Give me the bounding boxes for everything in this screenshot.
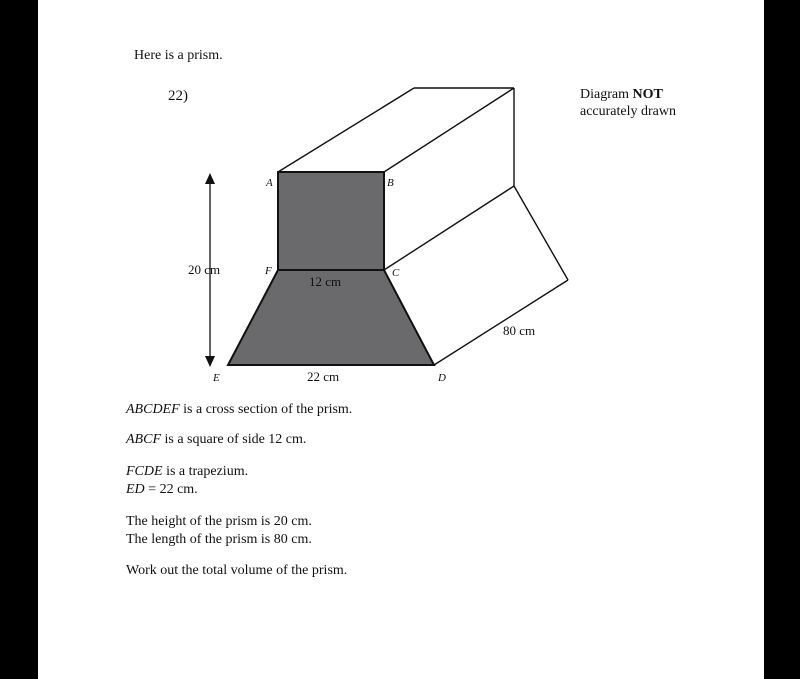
- worksheet-page: [38, 0, 764, 679]
- s4-italic: ED: [126, 482, 145, 497]
- note-line2: accurately drawn: [580, 104, 676, 119]
- intro-text: Here is a prism.: [134, 48, 223, 63]
- statement-task: Work out the total volume of the prism.: [126, 563, 348, 578]
- square-abcf: [278, 172, 384, 270]
- statement-cross-section: [126, 402, 352, 418]
- s3-italic: FCDE: [126, 464, 163, 479]
- question-number: 22): [168, 88, 188, 104]
- vertex-a-label: A: [266, 177, 273, 189]
- statement-square: [126, 432, 306, 448]
- s1-italic: ABCDEF: [126, 402, 180, 417]
- vertex-c-label: C: [392, 267, 400, 279]
- s1-rest: is a cross section of the prism.: [179, 402, 353, 417]
- s4-rest: = 22 cm.: [144, 482, 198, 497]
- statement-trapezium: [126, 464, 248, 480]
- statement-ed: [126, 482, 198, 498]
- statement-length: The length of the prism is 80 cm.: [126, 532, 312, 547]
- note-prefix: Diagram: [580, 87, 633, 102]
- top-width-label: 12 cm: [309, 274, 342, 289]
- s2-italic: ABCF: [126, 432, 161, 447]
- vertex-e-label: E: [213, 372, 220, 384]
- prism-diagram: [38, 0, 764, 400]
- vertex-f-label: F: [265, 265, 272, 277]
- s3-rest: is a trapezium.: [162, 464, 249, 479]
- length-label: 80 cm: [503, 323, 536, 338]
- vertex-b-label: B: [387, 177, 394, 189]
- note-not: NOT: [632, 87, 663, 102]
- height-label: 20 cm: [188, 262, 221, 277]
- bottom-width-label: 22 cm: [307, 369, 340, 384]
- s2-rest: is a square of side 12 cm.: [161, 432, 307, 447]
- vertex-d-label: D: [438, 372, 446, 384]
- statement-height: The height of the prism is 20 cm.: [126, 514, 312, 529]
